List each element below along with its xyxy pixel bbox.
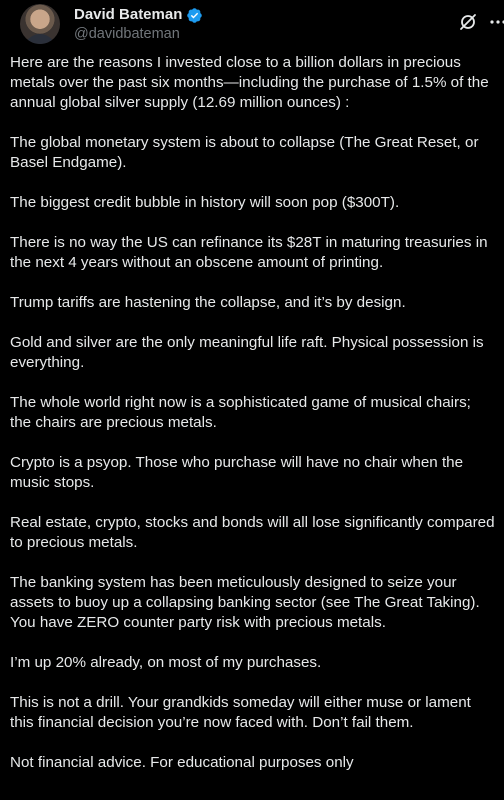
author-info (74, 6, 203, 43)
more-options-icon[interactable] (488, 12, 504, 32)
avatar[interactable] (20, 4, 60, 44)
post-paragraph: Gold and silver are the only meaningful life raft. Physical possession is everything. (10, 334, 484, 371)
post-text (10, 53, 496, 793)
avatar-shoulders (24, 34, 56, 44)
verified-badge-icon (186, 7, 203, 24)
post-paragraph: Here are the reasons I invested close to a billion dollars in precious metals over the past six months—including the purchase of 1.5% of the annual global silver supply (12.69 million ounces) : (10, 54, 489, 111)
post-paragraph: I’m up 20% already, on most of my purchases. (10, 654, 322, 671)
post-paragraph: The global monetary system is about to collapse (The Great Reset, or Basel Endgame). (10, 134, 479, 171)
author-display-name[interactable]: David Bateman (74, 6, 183, 23)
post-paragraph: Not financial advice. For educational purposes only (10, 754, 354, 771)
post-paragraph: The whole world right now is a sophisticated game of musical chairs; the chairs are precious metals. (10, 394, 471, 431)
name-row (74, 6, 203, 24)
post-paragraph: Trump tariffs are hastening the collapse, and it’s by design. (10, 294, 406, 311)
post-paragraph: The banking system has been meticulously designed to seize your assets to buoy up a collapsing banking sector (see The Great Taking). You have ZERO counter party risk with precious metals. (10, 574, 480, 631)
post-paragraph: There is no way the US can refinance its $28T in maturing treasuries in the next 4 years without an obscene amount of printing. (10, 234, 488, 271)
post-paragraph: Crypto is a psyop. Those who purchase will have no chair when the music stops. (10, 454, 464, 491)
grok-icon[interactable] (458, 12, 478, 32)
post-paragraph: This is not a drill. Your grandkids someday will either muse or lament this financial decision you’re now faced with. Don’t fail them. (10, 694, 471, 731)
author-handle[interactable]: @davidbateman (74, 26, 180, 42)
post-header (10, 0, 494, 50)
post-paragraph: Real estate, crypto, stocks and bonds will all lose significantly compared to precious metals. (10, 514, 495, 551)
post-paragraph: The biggest credit bubble in history will soon pop ($300T). (10, 194, 400, 211)
